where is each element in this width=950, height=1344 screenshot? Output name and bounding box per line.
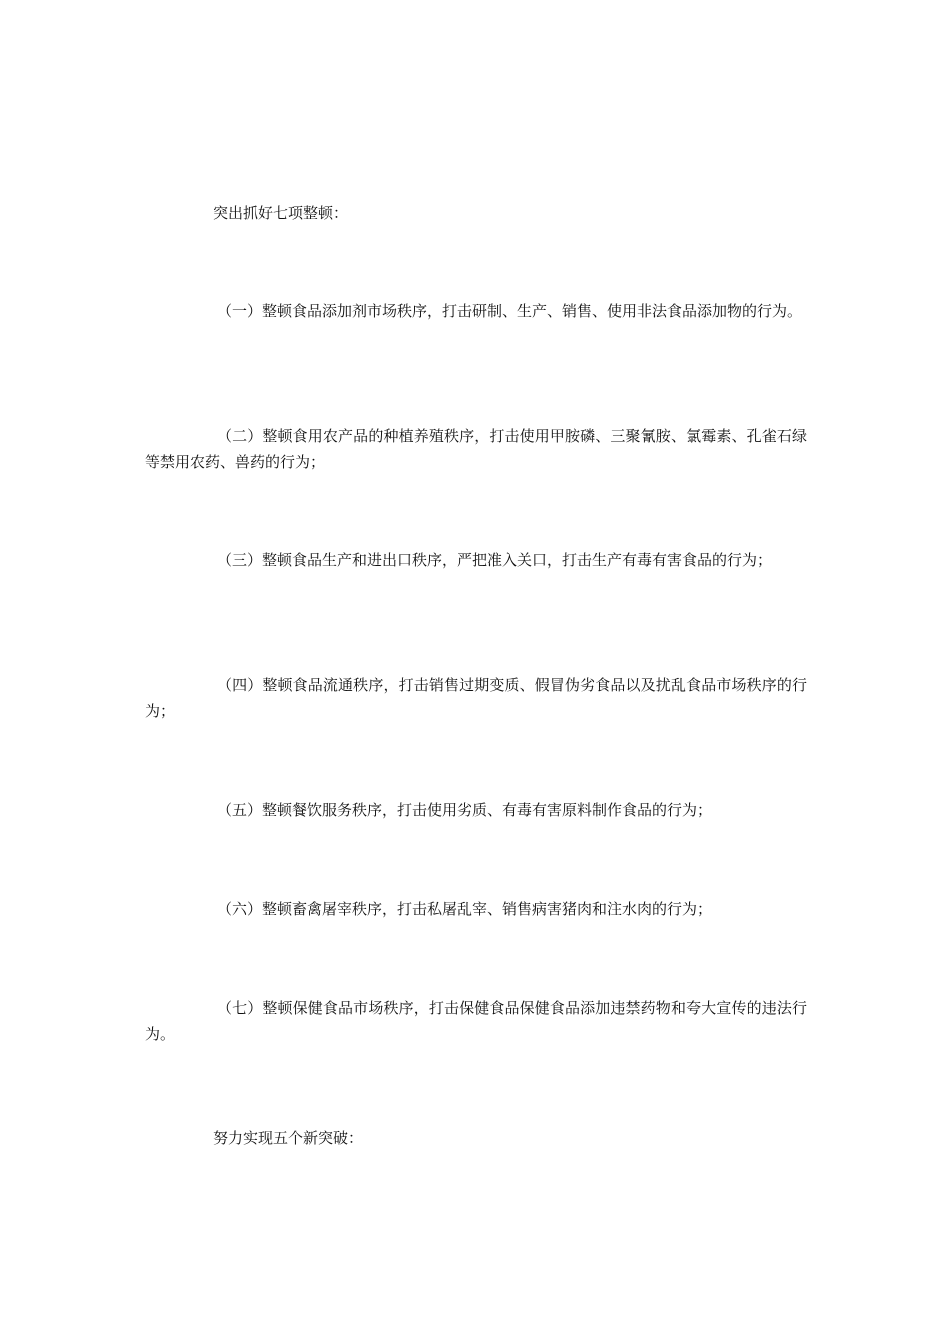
section-heading-five-breakthroughs: 努力实现五个新突破： — [213, 1129, 364, 1147]
list-item-1: （一）整顿食品添加剂市场秩序，打击研制、生产、销售、使用非法食品添加物的行为。 — [217, 302, 803, 320]
list-item-6: （六）整顿畜禽屠宰秩序，打击私屠乱宰、销售病害猪肉和注水肉的行为； — [217, 900, 713, 918]
section-heading-seven-rectifications: 突出抓好七项整顿： — [213, 204, 349, 222]
list-item-5: （五）整顿餐饮服务秩序，打击使用劣质、有毒有害原料制作食品的行为； — [217, 801, 713, 819]
list-item-2: （二）整顿食用农产品的种植养殖秩序，打击使用甲胺磷、三聚氰胺、氯霉素、孔雀石绿等禁用农药、兽药的行为； — [145, 427, 807, 471]
list-item-7: （七）整顿保健食品市场秩序，打击保健食品保健食品添加违禁药物和夸大宣传的违法行为。 — [145, 999, 807, 1043]
list-item-3: （三）整顿食品生产和进出口秩序，严把准入关口，打击生产有毒有害食品的行为； — [217, 551, 773, 569]
list-item-4: （四）整顿食品流通秩序，打击销售过期变质、假冒伪劣食品以及扰乱食品市场秩序的行为； — [145, 676, 807, 720]
